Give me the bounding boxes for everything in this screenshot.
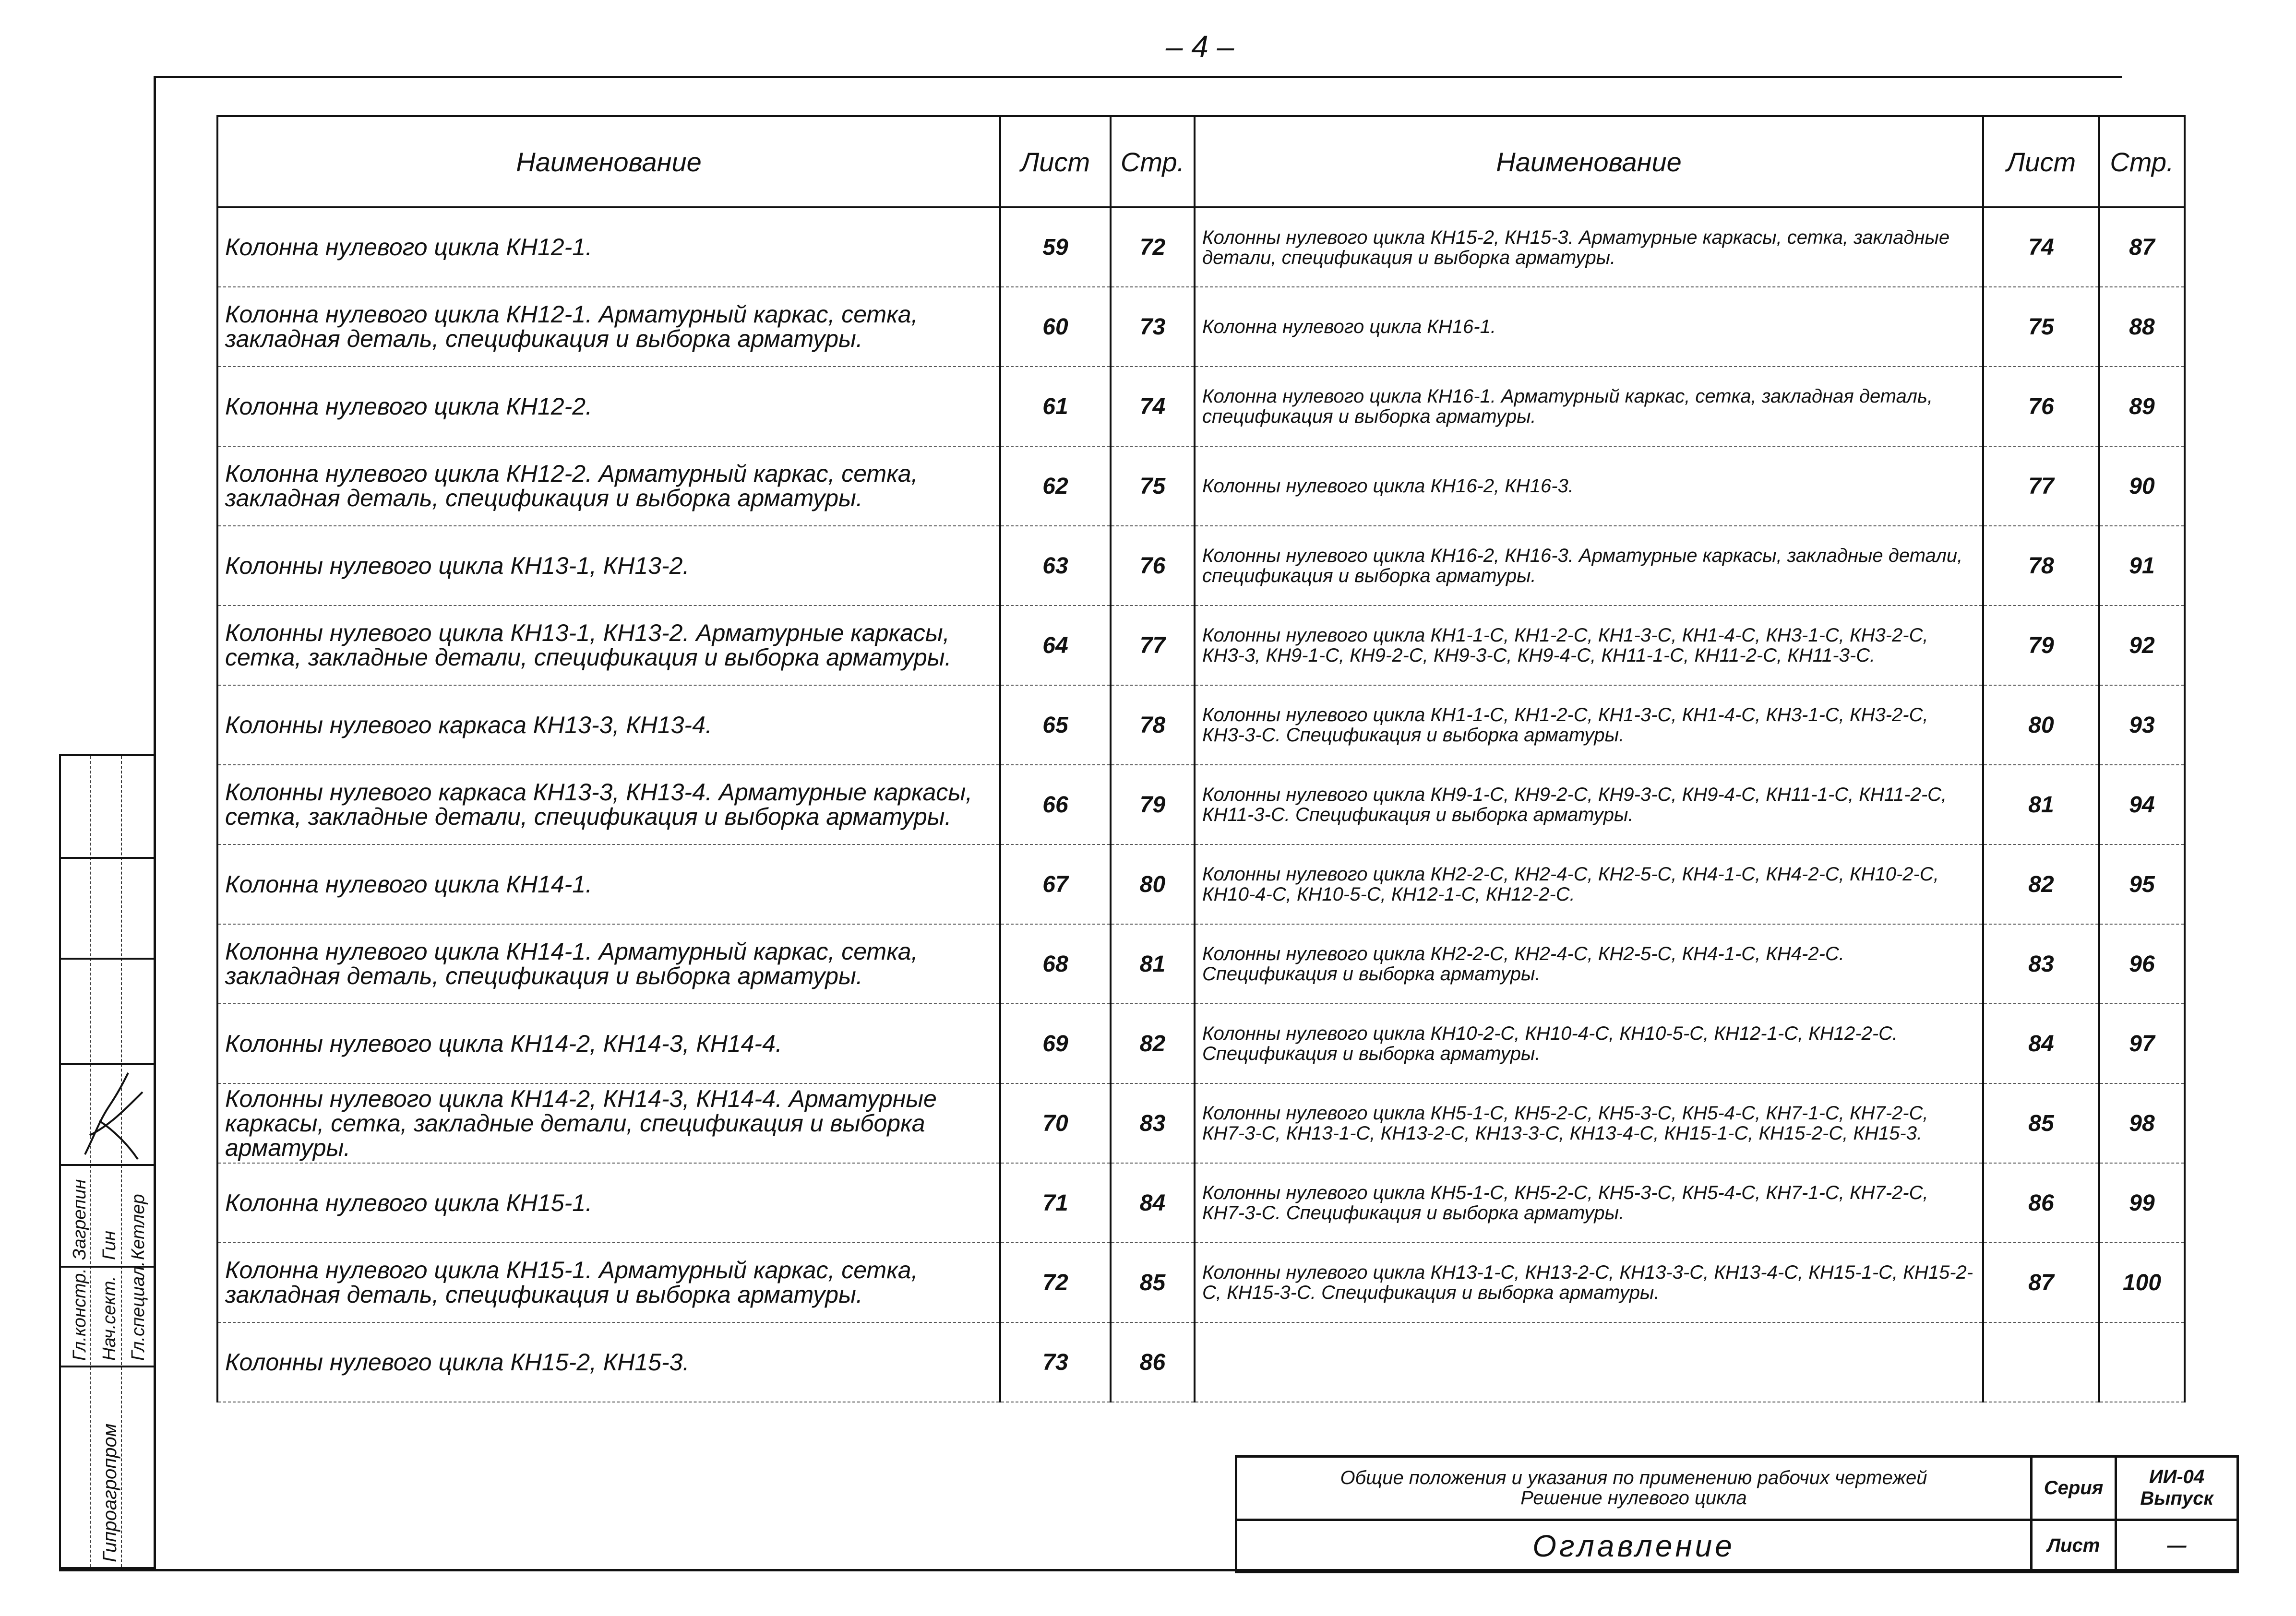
stamp-role: Нач.сект. (99, 1276, 120, 1361)
row-name: Колонна нулевого цикла КН15-1. (217, 1163, 1000, 1243)
row-page: 88 (2099, 287, 2185, 367)
row-name: Колонны нулевого цикла КН15-2, КН15-3. Арматурные каркасы, сетка, закладные детали, спецификация и выборка арматуры. (1195, 207, 1983, 287)
row-sheet: 74 (1983, 207, 2099, 287)
row-page: 100 (2099, 1243, 2185, 1322)
table-row (1195, 1322, 2185, 1402)
row-page: 76 (1111, 526, 1195, 606)
row-page: 74 (1111, 367, 1195, 446)
row-sheet: 59 (1000, 207, 1111, 287)
row-name: Колонны нулевого каркаса КН13-3, КН13-4. Арматурные каркасы, сетка, закладные детали, спецификация и выборка арматуры. (217, 765, 1000, 844)
table-row (1195, 367, 2185, 446)
table-row (217, 606, 1195, 685)
title-block (1235, 1455, 2239, 1573)
table-row (217, 765, 1195, 844)
row-page: 84 (1111, 1163, 1195, 1243)
row-name: Колонны нулевого цикла КН14-2, КН14-3, КН14-4. Арматурные каркасы, сетка, закладные детали, спецификация и выборка арматуры. (217, 1083, 1000, 1163)
table-row (1195, 844, 2185, 924)
row-sheet: 84 (1983, 1004, 2099, 1083)
row-page (2099, 1322, 2185, 1402)
table-row (217, 1243, 1195, 1322)
row-sheet: 69 (1000, 1004, 1111, 1083)
subject-line-2: Решение нулевого цикла (1520, 1487, 1747, 1509)
row-sheet: 64 (1000, 606, 1111, 685)
row-sheet: 85 (1983, 1083, 2099, 1163)
table-row (217, 1083, 1195, 1163)
header-name: Наименование (217, 116, 1000, 207)
row-page: 83 (1111, 1083, 1195, 1163)
row-page: 95 (2099, 844, 2185, 924)
row-name: Колонна нулевого цикла КН14-1. Арматурный каркас, сетка, закладная деталь, спецификация и выборка арматуры. (217, 924, 1000, 1004)
row-page: 90 (2099, 446, 2185, 526)
sheet-value: — (2116, 1520, 2238, 1572)
row-name: Колонны нулевого каркаса КН13-3, КН13-4. (217, 685, 1000, 765)
row-name (1195, 1322, 1983, 1402)
table-row (217, 844, 1195, 924)
approval-stamp (59, 754, 154, 1569)
row-page: 81 (1111, 924, 1195, 1004)
table-row (217, 287, 1195, 367)
row-page: 82 (1111, 1004, 1195, 1083)
stamp-role: Гл.констр. (70, 1268, 90, 1361)
row-name: Колонны нулевого цикла КН5-1-С, КН5-2-С, КН5-3-С, КН5-4-С, КН7-1-С, КН7-2-С, КН7-3-С, КН13-1-С, КН13-2-С, КН13-3-С, КН13-4-С, КН15-1-С, КН15-2-С, КН15-3. (1195, 1083, 1983, 1163)
table-row (217, 207, 1195, 287)
header-name: Наименование (1195, 116, 1983, 207)
table-row (217, 367, 1195, 446)
signature-icon (71, 1063, 152, 1164)
issue-label: Выпуск (2140, 1488, 2213, 1509)
table-row (1195, 207, 2185, 287)
stamp-role: Гл.специал. (128, 1261, 148, 1361)
row-name: Колонна нулевого цикла КН12-2. (217, 367, 1000, 446)
row-page: 75 (1111, 446, 1195, 526)
row-sheet: 60 (1000, 287, 1111, 367)
table-row (217, 526, 1195, 606)
toc-table-right (1194, 115, 2186, 1402)
header-sheet: Лист (1983, 116, 2099, 207)
row-name: Колонны нулевого цикла КН13-1, КН13-2. Арматурные каркасы, сетка, закладные детали, спецификация и выборка арматуры. (217, 606, 1000, 685)
row-name: Колонна нулевого цикла КН16-1. (1195, 287, 1983, 367)
row-sheet: 76 (1983, 367, 2099, 446)
row-name: Колонны нулевого цикла КН13-1, КН13-2. (217, 526, 1000, 606)
series-label: Серия (2032, 1457, 2116, 1520)
row-name: Колонны нулевого цикла КН14-2, КН14-3, КН14-4. (217, 1004, 1000, 1083)
row-sheet: 65 (1000, 685, 1111, 765)
table-row (217, 446, 1195, 526)
row-page: 96 (2099, 924, 2185, 1004)
row-sheet: 70 (1000, 1083, 1111, 1163)
row-sheet: 86 (1983, 1163, 2099, 1243)
stamp-person: Гин (99, 1230, 120, 1260)
row-page: 80 (1111, 844, 1195, 924)
row-sheet: 87 (1983, 1243, 2099, 1322)
row-page: 99 (2099, 1163, 2185, 1243)
sheet-label: Лист (2032, 1520, 2116, 1572)
row-page: 79 (1111, 765, 1195, 844)
row-sheet: 66 (1000, 765, 1111, 844)
row-sheet: 78 (1983, 526, 2099, 606)
row-name: Колонны нулевого цикла КН2-2-С, КН2-4-С, КН2-5-С, КН4-1-С, КН4-2-С, КН10-2-С, КН10-4-С, КН10-5-С, КН12-1-С, КН12-2-С. (1195, 844, 1983, 924)
row-sheet: 82 (1983, 844, 2099, 924)
table-row (217, 1004, 1195, 1083)
row-name: Колонна нулевого цикла КН12-1. (217, 207, 1000, 287)
subject-line-1: Общие положения и указания по применению рабочих чертежей (1340, 1467, 1927, 1489)
row-name: Колонны нулевого цикла КН2-2-С, КН2-4-С, КН2-5-С, КН4-1-С, КН4-2-С. Спецификация и выборка арматуры. (1195, 924, 1983, 1004)
stamp-divider (61, 1366, 154, 1367)
stamp-person: Кетлер (128, 1194, 148, 1260)
row-page: 78 (1111, 685, 1195, 765)
stamp-divider (61, 857, 154, 859)
row-sheet: 73 (1000, 1322, 1111, 1402)
stamp-divider (61, 1164, 154, 1166)
row-sheet: 68 (1000, 924, 1111, 1004)
table-row (217, 1322, 1195, 1402)
row-name: Колонна нулевого цикла КН16-1. Арматурный каркас, сетка, закладная деталь, спецификация и выборка арматуры. (1195, 367, 1983, 446)
row-sheet: 81 (1983, 765, 2099, 844)
row-sheet: 80 (1983, 685, 2099, 765)
row-sheet: 77 (1983, 446, 2099, 526)
table-header (1195, 116, 2185, 207)
row-sheet (1983, 1322, 2099, 1402)
series-code: ИИ-04 (2149, 1466, 2205, 1488)
table-row (217, 924, 1195, 1004)
table-row (1195, 606, 2185, 685)
row-sheet: 75 (1983, 287, 2099, 367)
page-number: – 4 – (1165, 29, 1234, 64)
table-row (1195, 287, 2185, 367)
series-value (2116, 1457, 2238, 1520)
header-page: Стр. (2099, 116, 2185, 207)
row-page: 85 (1111, 1243, 1195, 1322)
header-sheet: Лист (1000, 116, 1111, 207)
frame-left-line (154, 76, 156, 1569)
row-sheet: 61 (1000, 367, 1111, 446)
row-sheet: 71 (1000, 1163, 1111, 1243)
row-page: 94 (2099, 765, 2185, 844)
table-row (217, 1163, 1195, 1243)
row-page: 87 (2099, 207, 2185, 287)
row-name: Колонны нулевого цикла КН5-1-С, КН5-2-С, КН5-3-С, КН5-4-С, КН7-1-С, КН7-2-С, КН7-3-С. Спецификация и выборка арматуры. (1195, 1163, 1983, 1243)
table-row (1195, 446, 2185, 526)
stamp-divider (61, 958, 154, 960)
table-header (217, 116, 1195, 207)
row-sheet: 83 (1983, 924, 2099, 1004)
row-name: Колонна нулевого цикла КН14-1. (217, 844, 1000, 924)
row-page: 73 (1111, 287, 1195, 367)
table-row (217, 685, 1195, 765)
row-name: Колонны нулевого цикла КН13-1-С, КН13-2-С, КН13-3-С, КН13-4-С, КН15-1-С, КН15-2-С, КН15-3-С. Спецификация и выборка арматуры. (1195, 1243, 1983, 1322)
table-row (1195, 1163, 2185, 1243)
toc-table-left (216, 115, 1196, 1402)
row-name: Колонны нулевого цикла КН1-1-С, КН1-2-С, КН1-3-С, КН1-4-С, КН3-1-С, КН3-2-С, КН3-3, КН9-1-С, КН9-2-С, КН9-3-С, КН9-4-С, КН11-1-С, КН11-2-С, КН11-3-С. (1195, 606, 1983, 685)
row-name: Колонна нулевого цикла КН15-1. Арматурный каркас, сетка, закладная деталь, спецификация и выборка арматуры. (217, 1243, 1000, 1322)
title-block-subject (1236, 1457, 2032, 1520)
row-sheet: 63 (1000, 526, 1111, 606)
table-row (1195, 685, 2185, 765)
frame-top-line (155, 76, 2122, 78)
row-name: Колонна нулевого цикла КН12-1. Арматурный каркас, сетка, закладная деталь, спецификация и выборка арматуры. (217, 287, 1000, 367)
row-name: Колонны нулевого цикла КН1-1-С, КН1-2-С, КН1-3-С, КН1-4-С, КН3-1-С, КН3-2-С, КН3-3-С. Спецификация и выборка арматуры. (1195, 685, 1983, 765)
row-name: Колонны нулевого цикла КН9-1-С, КН9-2-С, КН9-3-С, КН9-4-С, КН11-1-С, КН11-2-С, КН11-3-С. Спецификация и выборка арматуры. (1195, 765, 1983, 844)
table-row (1195, 1083, 2185, 1163)
row-page: 93 (2099, 685, 2185, 765)
row-page: 92 (2099, 606, 2185, 685)
row-sheet: 72 (1000, 1243, 1111, 1322)
table-row (1195, 765, 2185, 844)
table-row (1195, 1004, 2185, 1083)
table-row (1195, 1243, 2185, 1322)
row-name: Колонны нулевого цикла КН16-2, КН16-3. Арматурные каркасы, закладные детали, спецификация и выборка арматуры. (1195, 526, 1983, 606)
row-name: Колонна нулевого цикла КН12-2. Арматурный каркас, сетка, закладная деталь, спецификация и выборка арматуры. (217, 446, 1000, 526)
row-sheet: 62 (1000, 446, 1111, 526)
table-row (1195, 526, 2185, 606)
stamp-person: Загрепин (70, 1179, 90, 1260)
row-sheet: 67 (1000, 844, 1111, 924)
table-row (1195, 924, 2185, 1004)
header-page: Стр. (1111, 116, 1195, 207)
row-sheet: 79 (1983, 606, 2099, 685)
doc-title: Оглавление (1236, 1520, 2032, 1572)
row-page: 91 (2099, 526, 2185, 606)
row-page: 72 (1111, 207, 1195, 287)
row-page: 89 (2099, 367, 2185, 446)
row-page: 98 (2099, 1083, 2185, 1163)
stamp-organization: Гипроагропром (99, 1423, 120, 1562)
row-name: Колонны нулевого цикла КН15-2, КН15-3. (217, 1322, 1000, 1402)
row-page: 77 (1111, 606, 1195, 685)
row-name: Колонны нулевого цикла КН16-2, КН16-3. (1195, 446, 1983, 526)
row-name: Колонны нулевого цикла КН10-2-С, КН10-4-С, КН10-5-С, КН12-1-С, КН12-2-С. Спецификация и выборка арматуры. (1195, 1004, 1983, 1083)
row-page: 86 (1111, 1322, 1195, 1402)
row-page: 97 (2099, 1004, 2185, 1083)
